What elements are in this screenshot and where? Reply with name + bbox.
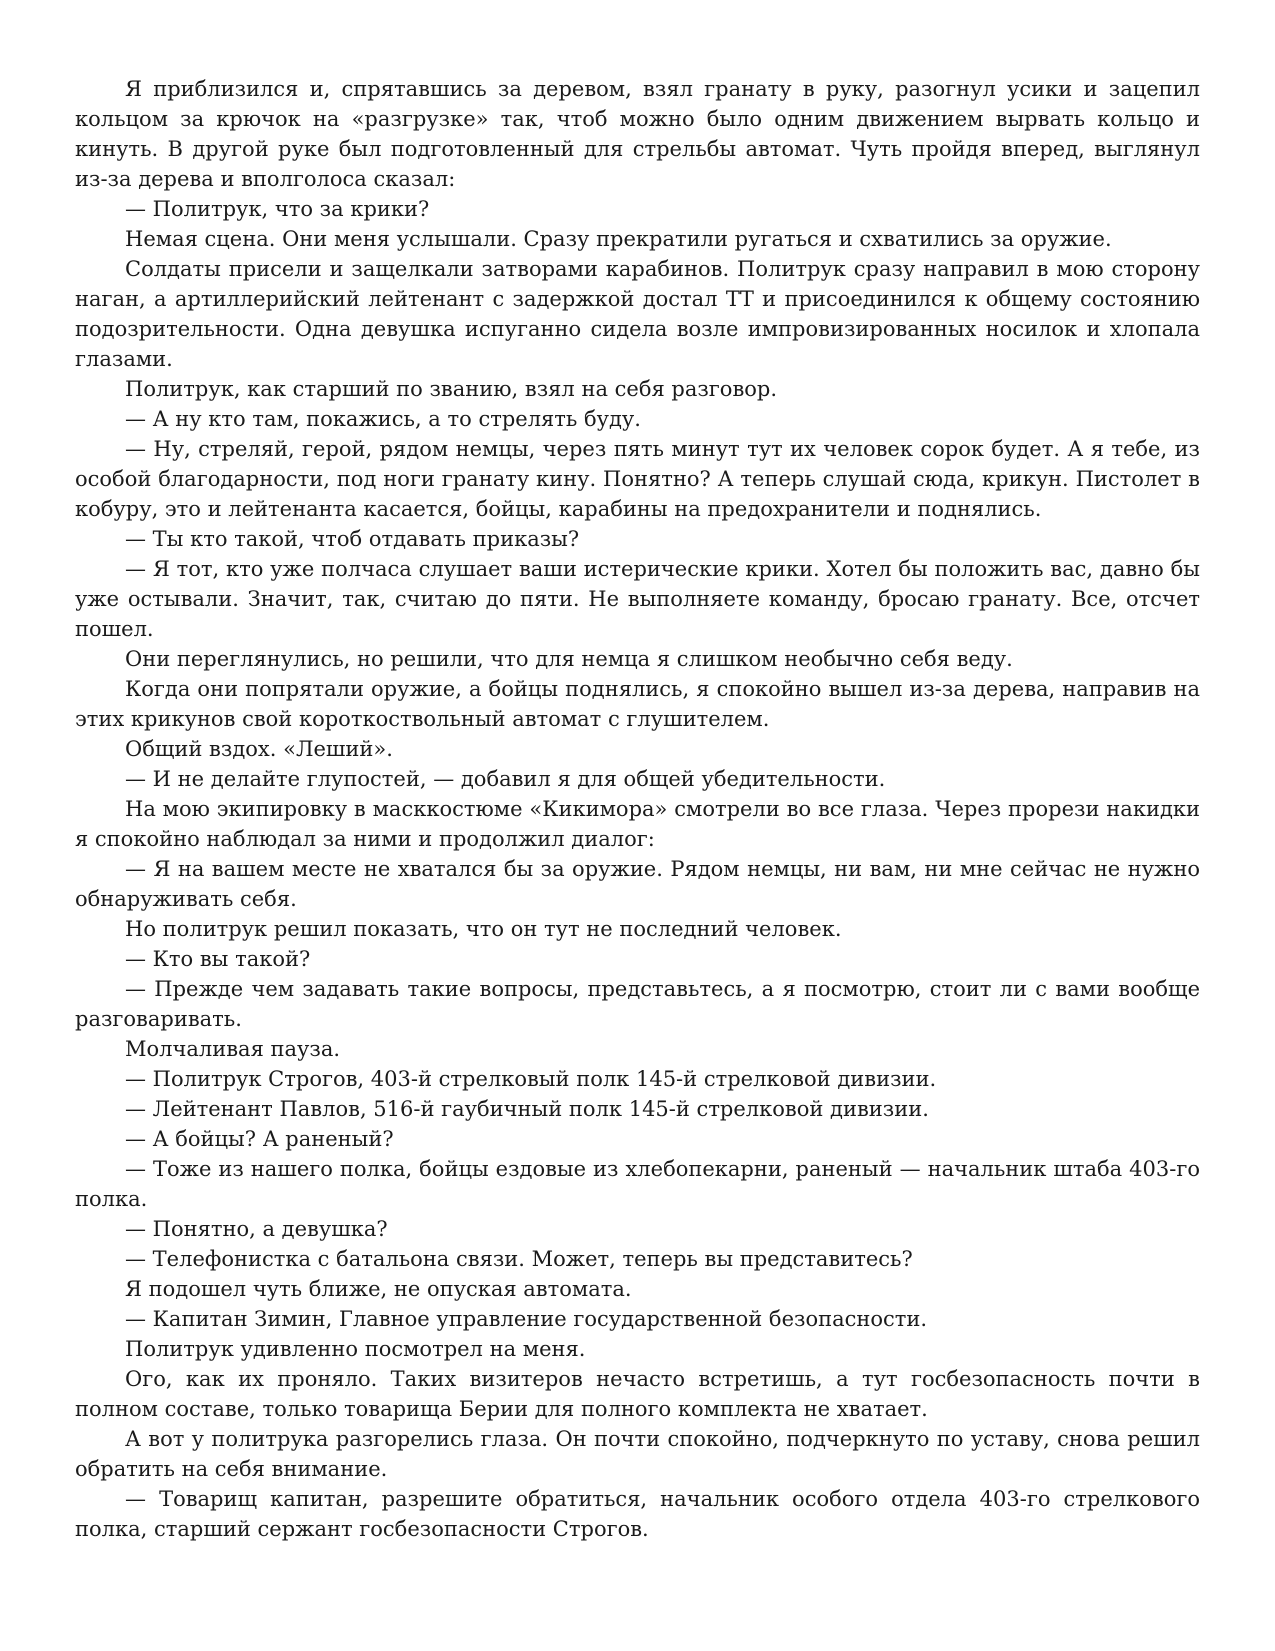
paragraph: — Кто вы такой? (125, 947, 311, 971)
paragraph: Ого, как их проняло. Таких визитеров нечасто встретишь, а тут госбезопасность почти в полном составе, только товарища Берии для полного комплекта не хватает. (75, 1367, 1200, 1421)
paragraph: — Я тот, кто уже полчаса слушает ваши истерические крики. Хотел бы положить вас, давно бы уже остывали. Значит, так, считаю до пяти. Не выполняете команду, бросаю гранату. Все, отсчет пошел. (75, 557, 1200, 641)
paragraph: — Ну, стреляй, герой, рядом немцы, через пять минут тут их человек сорок будет. А я тебе, из особой благодарности, под ноги гранату кину. Понятно? А теперь слушай сюда, крикун. Пистолет в кобуру, это и лейтенанта касается, бойцы, карабины на предохранители и поднялись. (75, 437, 1200, 521)
paragraph: — Понятно, а девушка? (125, 1217, 388, 1241)
paragraph: Они переглянулись, но решили, что для немца я слишком необычно себя веду. (125, 647, 1013, 671)
paragraph: — Политрук Строгов, 403-й стрелковый полк 145-й стрелковой дивизии. (125, 1067, 937, 1091)
paragraph: — И не делайте глупостей, — добавил я для общей убедительности. (125, 767, 886, 791)
book-page (75, 74, 1200, 1544)
paragraph: — Капитан Зимин, Главное управление государственной безопасности. (125, 1307, 928, 1331)
paragraph: — Политрук, что за крики? (125, 197, 430, 221)
paragraph: — Я на вашем месте не хватался бы за оружие. Рядом немцы, ни вам, ни мне сейчас не нужно обнаруживать себя. (75, 857, 1200, 911)
paragraph: — Лейтенант Павлов, 516-й гаубичный полк 145-й стрелковой дивизии. (125, 1097, 929, 1121)
paragraph: Когда они попрятали оружие, а бойцы поднялись, я спокойно вышел из-за дерева, направив на этих крикунов свой короткоствольный автомат с глушителем. (75, 677, 1200, 731)
paragraph: Немая сцена. Они меня услышали. Сразу прекратили ругаться и схватились за оружие. (125, 227, 1112, 251)
paragraph: На мою экипировку в масккостюме «Кикимора» смотрели во все глаза. Через прорези накидки я спокойно наблюдал за ними и продолжил диалог: (75, 797, 1200, 851)
paragraph: Политрук, как старший по званию, взял на себя разговор. (125, 377, 778, 401)
paragraph: Молчаливая пауза. (125, 1037, 341, 1061)
paragraph: Солдаты присели и защелкали затворами карабинов. Политрук сразу направил в мою сторону наган, а артиллерийский лейтенант с задержкой достал ТТ и присоединился к общему состоянию подозрительности. Одна девушка испуганно сидела возле импровизированных носилок и хлопала глазами. (75, 257, 1200, 371)
paragraph: — Телефонистка с батальона связи. Может, теперь вы представитесь? (125, 1247, 913, 1271)
paragraph: Я подошел чуть ближе, не опуская автомата. (125, 1277, 632, 1301)
paragraph: — А ну кто там, покажись, а то стрелять буду. (125, 407, 641, 431)
paragraph: Но политрук решил показать, что он тут не последний человек. (125, 917, 842, 941)
paragraph: Я приблизился и, спрятавшись за деревом, взял гранату в руку, разогнул усики и зацепил кольцом за крючок на «разгрузке» так, чтоб можно было одним движением вырвать кольцо и кинуть. В другой руке был подготовленный для стрельбы автомат. Чуть пройдя вперед, выглянул из-за дерева и вполголоса сказал: (75, 77, 1200, 191)
paragraph: — Товарищ капитан, разрешите обратиться, начальник особого отдела 403-го стрелкового полка, старший сержант госбезопасности Строгов. (75, 1487, 1200, 1541)
paragraph: — А бойцы? А раненый? (125, 1127, 394, 1151)
paragraph: — Прежде чем задавать такие вопросы, представьтесь, а я посмотрю, стоит ли с вами вообще разговаривать. (75, 977, 1200, 1031)
paragraph: — Ты кто такой, чтоб отдавать приказы? (125, 527, 580, 551)
paragraph: А вот у политрука разгорелись глаза. Он почти спокойно, подчеркнуто по уставу, снова решил обратить на себя внимание. (75, 1427, 1200, 1481)
paragraph: — Тоже из нашего полка, бойцы ездовые из хлебопекарни, раненый — начальник штаба 403-го полка. (75, 1157, 1200, 1211)
paragraph: Общий вздох. «Леший». (125, 737, 393, 761)
paragraph: Политрук удивленно посмотрел на меня. (125, 1337, 586, 1361)
